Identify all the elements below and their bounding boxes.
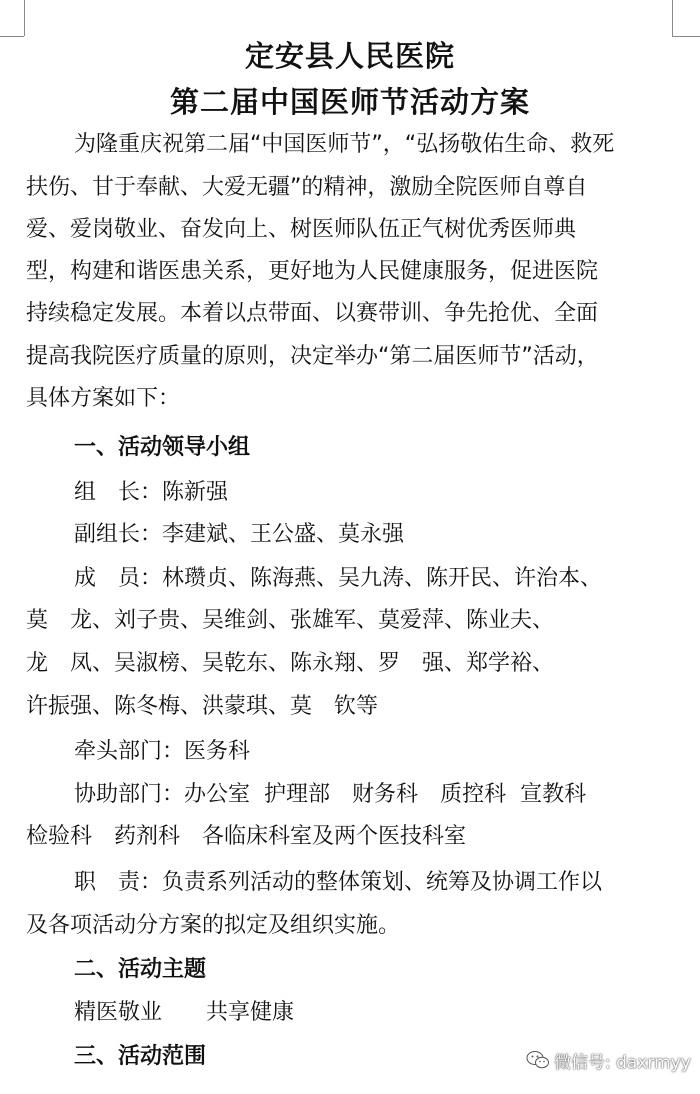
section-heading: 二、活动主题 bbox=[74, 957, 207, 982]
members-label: 成 员： bbox=[74, 566, 163, 591]
intro-line: 扶伤、甘于奉献、大爱无疆”的精神，激励全院医师自尊自 bbox=[26, 175, 588, 200]
intro-line: 具体方案如下： bbox=[26, 386, 181, 411]
theme-row bbox=[74, 998, 674, 1028]
lead-dept-row bbox=[74, 737, 674, 767]
assist-dept-line bbox=[26, 822, 676, 852]
section-heading: 一、活动领导小组 bbox=[74, 435, 251, 460]
leader-label: 组 长： bbox=[74, 480, 163, 505]
assist-dept-item: 药剂科 bbox=[114, 824, 181, 849]
deputy-names: 李建斌、王公盛、莫永强 bbox=[162, 522, 405, 547]
duty-row bbox=[74, 868, 674, 898]
assist-dept-item: 质控科 bbox=[440, 782, 507, 807]
duty-text: 负责系列活动的整体策划、统筹及协调工作以 bbox=[162, 870, 603, 895]
intro-line: 型，构建和谐医患关系，更好地为人民健康服务，促进医院 bbox=[26, 259, 599, 284]
wechat-icon bbox=[526, 1050, 550, 1070]
section-heading: 三、活动范围 bbox=[74, 1044, 207, 1069]
assist-dept-item: 办公室 bbox=[184, 782, 251, 807]
assist-dept-label: 协助部门： bbox=[74, 782, 185, 807]
crop-mark bbox=[672, 0, 673, 36]
crop-mark bbox=[24, 0, 25, 36]
assist-dept-item: 各临床科室及两个医技科室 bbox=[202, 824, 467, 849]
document-title-hospital: 定安县人民医院 bbox=[244, 39, 455, 73]
theme-item: 共享健康 bbox=[206, 1000, 295, 1025]
deputy-row bbox=[74, 520, 674, 550]
intro-line: 爱、爱岗敬业、奋发向上、树医师队伍正气树优秀医师典 bbox=[26, 217, 577, 242]
document-title-plan: 第二届中国医师节活动方案 bbox=[169, 85, 530, 119]
deputy-label: 副组长： bbox=[74, 522, 163, 547]
assist-dept-item: 财务科 bbox=[352, 782, 419, 807]
intro-line: 为隆重庆祝第二届“中国医师节”，“弘扬敬佑生命、救死 bbox=[74, 132, 615, 157]
assist-dept-item: 护理部 bbox=[264, 782, 331, 807]
duty-line: 及各项活动分方案的拟定及组织实施。 bbox=[26, 913, 401, 938]
members-line: 许振强、陈冬梅、洪蒙琪、莫 钦等 bbox=[26, 694, 379, 719]
leader-row bbox=[74, 478, 674, 508]
intro-line: 持续稳定发展。本着以点带面、以赛带训、争先抢优、全面 bbox=[26, 301, 599, 326]
watermark-text: 微信号: daxrmyy bbox=[554, 1052, 691, 1073]
lead-dept-label: 牵头部门： bbox=[74, 739, 185, 764]
intro-line: 提高我院医疗质量的原则，决定举办“第二届医师节”活动， bbox=[26, 344, 599, 369]
assist-dept-row bbox=[74, 780, 674, 810]
members-line: 龙 凤、吴淑榜、吴乾东、陈永翔、罗 强、郑学裕、 bbox=[26, 651, 555, 676]
assist-dept-item: 检验科 bbox=[26, 824, 93, 849]
members-line: 莫 龙、刘子贵、吴维剑、张雄军、莫爱萍、陈业夫、 bbox=[26, 608, 555, 633]
duty-label: 职 责： bbox=[74, 870, 163, 895]
lead-dept-name: 医务科 bbox=[184, 739, 251, 764]
assist-dept-item: 宣教科 bbox=[520, 782, 587, 807]
members-names: 林瓒贞、陈海燕、吴九涛、陈开民、许治本、 bbox=[162, 566, 603, 591]
leader-name: 陈新强 bbox=[162, 480, 229, 505]
theme-item: 精医敬业 bbox=[74, 1000, 163, 1025]
members-row bbox=[74, 564, 674, 594]
wechat-watermark bbox=[526, 1046, 691, 1074]
